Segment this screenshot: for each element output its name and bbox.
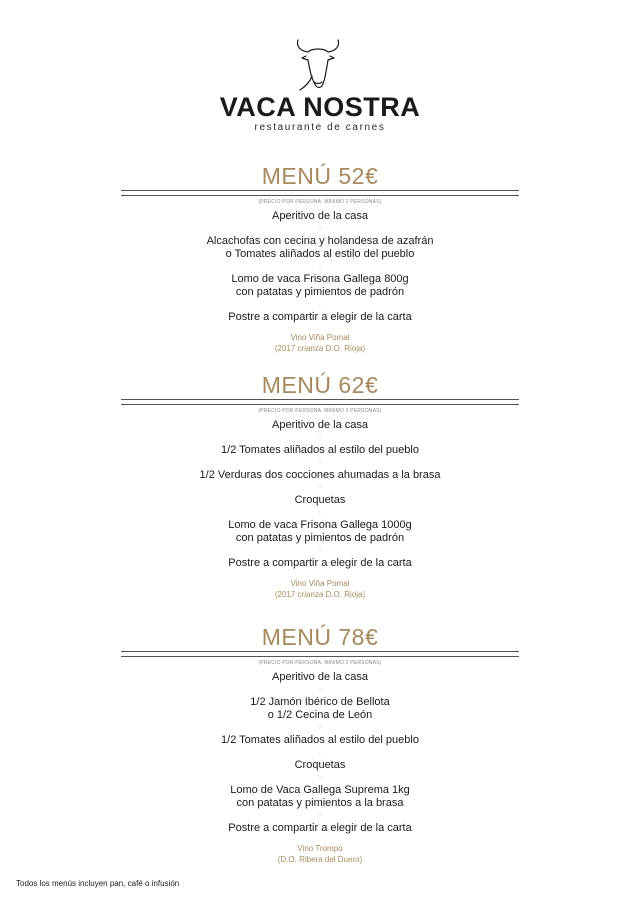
- course-item: 1/2 Jamón Ibérico de Bellota: [250, 696, 390, 708]
- wine-detail: (2017 crianza D.O. Rioja): [274, 344, 366, 353]
- wine-detail: (D.O. Ribera del Duero): [277, 855, 363, 864]
- brand-name: VACA NOSTRA: [219, 92, 421, 122]
- brand-tagline: restaurante de carnes: [254, 122, 386, 133]
- wine-name: Vino Trompo: [297, 844, 343, 853]
- separator-dot: ·: [318, 547, 322, 554]
- course-item: Alcachofas con cecina y holandesa de azafrán: [206, 235, 434, 247]
- menu-section-62: [0, 372, 640, 600]
- course-item: 1/2 Tomates aliñados al estilo del pueblo: [221, 444, 419, 456]
- price-note: (PRECIO POR PERSONA. MÍNIMO 2 PERSONAS): [258, 408, 382, 414]
- footer-note: Todos los menús incluyen pan, café o infusión: [16, 879, 180, 888]
- divider: [121, 651, 519, 657]
- separator-dot: ·: [318, 749, 322, 756]
- course-item-line2: con patatas y pimientos a la brasa: [236, 797, 404, 809]
- separator-dot: ·: [318, 459, 322, 466]
- course-item-line2: con patatas y pimientos de padrón: [235, 286, 405, 298]
- separator-dot: ·: [318, 301, 322, 308]
- course-item: 1/2 Verduras dos cocciones ahumadas a la brasa: [199, 469, 441, 481]
- separator-dot: ·: [318, 225, 322, 232]
- course-item: Postre a compartir a elegir de la carta: [228, 557, 412, 569]
- course-item: Postre a compartir a elegir de la carta: [228, 822, 412, 834]
- wine-name: Vino Viña Pomal: [290, 333, 350, 342]
- course-item: Postre a compartir a elegir de la carta: [228, 311, 412, 323]
- bull-head-icon: [292, 36, 344, 92]
- separator-dot: ·: [318, 509, 322, 516]
- course-item: Croquetas: [294, 494, 346, 506]
- menu-title: MENÚ 78€: [261, 624, 379, 650]
- course-item: Lomo de Vaca Gallega Suprema 1kg: [230, 784, 410, 796]
- wine-name: Vino Viña Pomal: [290, 579, 350, 588]
- price-note: (PRECIO POR PERSONA. MÍNIMO 2 PERSONAS): [258, 660, 382, 666]
- course-item: Croquetas: [294, 759, 346, 771]
- menu-title: MENÚ 62€: [261, 372, 379, 398]
- divider: [121, 399, 519, 405]
- course-item: Aperitivo de la casa: [272, 210, 368, 222]
- course-item: Lomo de vaca Frisona Gallega 1000g: [228, 519, 412, 531]
- separator-dot: ·: [318, 686, 322, 693]
- course-item: Aperitivo de la casa: [272, 671, 368, 683]
- course-item: Lomo de vaca Frisona Gallega 800g: [231, 273, 409, 285]
- separator-dot: ·: [318, 434, 322, 441]
- menu-section-52: [0, 163, 640, 354]
- course-item-line2: o Tomates aliñados al estilo del pueblo: [225, 248, 415, 260]
- price-note: (PRECIO POR PERSONA. MÍNIMO 2 PERSONAS): [258, 199, 382, 205]
- course-item: Aperitivo de la casa: [272, 419, 368, 431]
- separator-dot: ·: [318, 724, 322, 731]
- course-item: 1/2 Tomates aliñados al estilo del pueblo: [221, 734, 419, 746]
- menu-section-78: [0, 624, 640, 865]
- separator-dot: ·: [318, 263, 322, 270]
- separator-dot: ·: [318, 484, 322, 491]
- divider: [121, 190, 519, 196]
- menu-title: MENÚ 52€: [261, 163, 379, 189]
- wine-detail: (2017 crianza D.O. Rioja): [274, 590, 366, 599]
- course-item-line2: con patatas y pimientos de padrón: [235, 532, 405, 544]
- course-item-line2: o 1/2 Cecina de León: [267, 709, 373, 721]
- separator-dot: ·: [318, 812, 322, 819]
- separator-dot: ·: [318, 774, 322, 781]
